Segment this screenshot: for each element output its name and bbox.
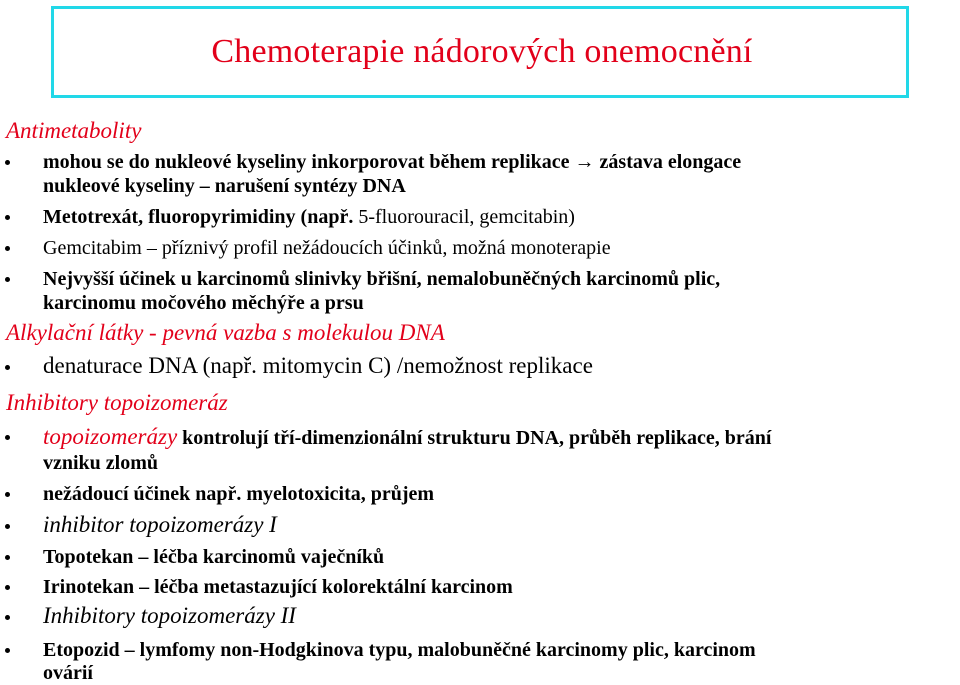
bullet-text: inhibitor topoizomerázy I <box>43 512 277 537</box>
bullet-text: Irinotekan – léčba metastazující kolorektální karcinom <box>43 576 513 598</box>
bullet-text-part: myelotoxicita, průjem <box>246 483 435 505</box>
heading-inhibitory-topoizomeraz: Inhibitory topoizomeráz <box>6 390 228 415</box>
bullet-dot <box>5 365 10 370</box>
bullet-dot <box>5 160 10 165</box>
title-box <box>51 6 909 98</box>
bullet-text-continued: nukleové kyseliny – narušení syntézy DNA <box>43 175 406 197</box>
bullet-dot <box>5 277 10 282</box>
bullet-text: Inhibitory topoizomerázy II <box>43 603 296 628</box>
bullet-dot <box>5 615 10 620</box>
bullet-text <box>43 482 434 506</box>
bullet-text: Gemcitabim – příznivý profil nežádoucích účinků, možná monoterapie <box>43 237 611 259</box>
bullet-text-part: nežádoucí účinek např. <box>43 483 242 505</box>
arrow-right-icon: → <box>574 151 595 173</box>
bullet-text: Topotekan – léčba karcinomů vaječníků <box>43 546 385 568</box>
bullet-text: Nejvyšší účinek u karcinomů slinivky břišní, nemalobuněčných karcinomů plic, <box>43 268 721 290</box>
bullet-text-part: zástava elongace <box>599 151 742 173</box>
bullet-text-continued: ovárií <box>43 662 93 684</box>
bullet-dot <box>5 435 10 440</box>
slide-title: Chemoterapie nádorových onemocnění <box>211 33 753 70</box>
bullet-text-continued: karcinomu močového měchýře a prsu <box>43 292 364 314</box>
bullet-dot <box>5 524 10 529</box>
bullet-text: Etopozid – lymfomy non-Hodgkinova typu, malobuněčné karcinomy plic, karcinom <box>43 639 756 661</box>
bullet-text-part: Metotrexát, fluoropyrimidiny (např. <box>43 206 354 228</box>
bullet-dot <box>5 246 10 251</box>
bullet-dot <box>5 492 10 497</box>
bullet-text-part: kontrolují tří-dimenzionální strukturu DNA, průběh replikace, brání <box>182 427 772 449</box>
bullet-text <box>43 425 772 450</box>
bullet-text-continued: vzniku zlomů <box>43 452 159 474</box>
bullet-text-highlight: topoizomerázy <box>43 424 178 449</box>
bullet-text <box>43 205 575 229</box>
bullet-text: denaturace DNA (např. mitomycin C) /nemožnost replikace <box>43 353 593 378</box>
bullet-dot <box>5 585 10 590</box>
bullet-text-part: mohou se do nukleové kyseliny inkorporovat během replikace <box>43 151 570 173</box>
heading-alkylacni-latky: Alkylační látky - pevná vazba s molekulou DNA <box>6 320 445 345</box>
bullet-dot <box>5 648 10 653</box>
heading-antimetabolity: Antimetabolity <box>6 118 142 143</box>
bullet-dot <box>5 215 10 220</box>
bullet-text-part: 5-fluorouracil, gemcitabin) <box>358 206 575 228</box>
bullet-dot <box>5 555 10 560</box>
bullet-text <box>43 150 741 174</box>
